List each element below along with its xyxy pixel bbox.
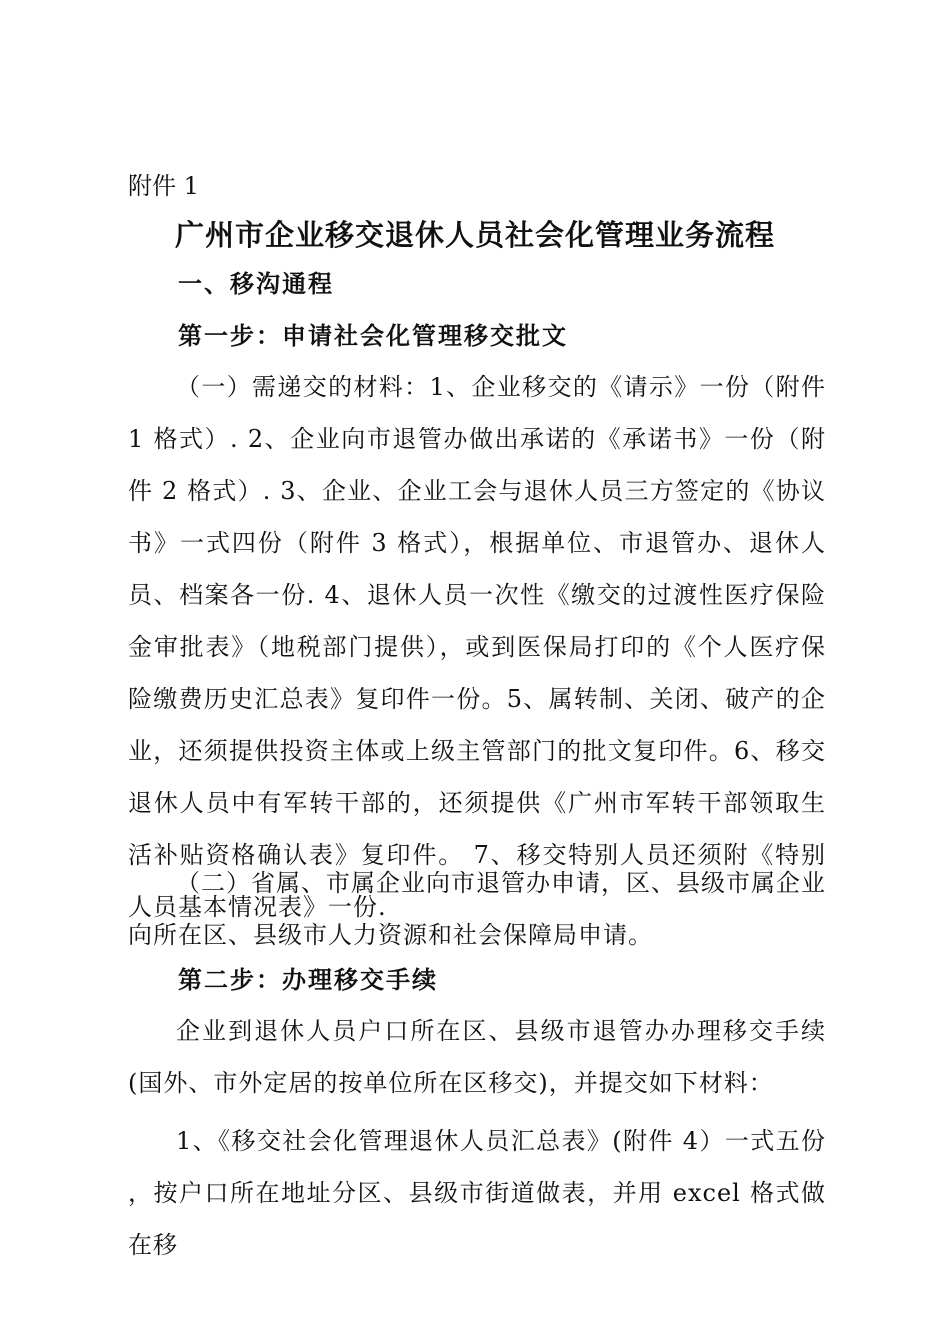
- step-1-application-paragraph: （二）省属、市属企业向市退管办申请，区、县级市属企业向所在区、县级市人力资源和社会保障局申请。: [128, 869, 826, 949]
- step-1-heading: 第一步：申请社会化管理移交批文: [178, 321, 568, 350]
- step-2-heading: 第二步：办理移交手续: [178, 965, 438, 994]
- step-2-item-1-paragraph: 1、《移交社会化管理退休人员汇总表》(附件 4）一式五份 ，按户口所在地址分区、县级市街道做表，并用 excel 格式做在移: [128, 1127, 826, 1259]
- step-1-materials-paragraph: （一）需递交的材料：1、企业移交的《请示》一份（附件 1 格式）. 2、企业向市退管办做出承诺的《承诺书》一份（附件 2 格式）. 3、企业、企业工会与退休人员三方签定的《协议书》一式四份（附件 3 格式），根据单位、市退管办、退休人员、档案各一份. 4、退休人员一次性《缴交的过渡性医疗保险金审批表》（地税部门提供），或到医保局打印的《个人医疗保险缴费历史汇总表》复印件一份。5、属转制、关闭、破产的企业，还须提供投资主体或上级主管部门的批文复印件。6、移交退休人员中有军转干部的，还须提供《广州市军转干部领取生活补贴资格确认表》复印件。 7、移交特别人员还须附《特别人员基本情况表》一份.: [128, 373, 826, 921]
- document-title: 广州市企业移交退休人员社会化管理业务流程: [174, 218, 775, 252]
- step-2-intro-paragraph: 企业到退休人员户口所在区、县级市退管办办理移交手续(国外、市外定居的按单位所在区移交)，并提交如下材料：: [128, 1017, 826, 1097]
- attachment-label: 附件 1: [128, 172, 199, 200]
- section-1-heading: 一、移沟通程: [178, 269, 334, 298]
